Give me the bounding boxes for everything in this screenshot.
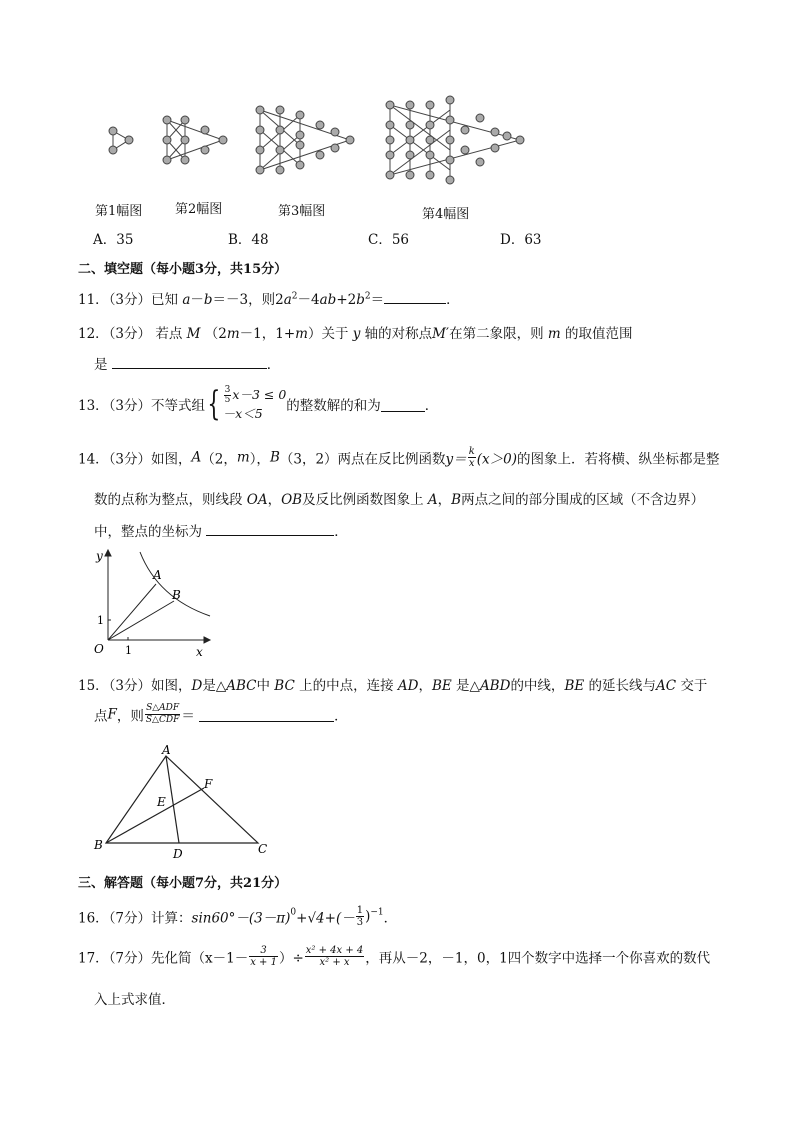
q14-coordinate-graph — [88, 546, 218, 661]
section-title-solve: 三、解答题（每小题7分，共21分） — [78, 876, 288, 891]
point-label-e: E — [157, 795, 166, 809]
figure-caption-1: 第1幅图 — [95, 204, 143, 219]
vertex-label-a: A — [162, 743, 171, 757]
tick-label-x-1: 1 — [125, 644, 132, 657]
question-16: 16．（7分）计算：$\sin 60^\circ-(3-\pi)^0+√4+(-$ $\frac{1}{3}$ )$^{-1}$． — [78, 905, 398, 928]
question-15: 15．（3分）如图，D是△ABC中 BC 上的中点，连接 AD，BE 是△ABD的中线，BE 的延长线与AC 交于 — [78, 678, 708, 694]
point-label-f: F — [204, 777, 213, 791]
axis-label-y: y — [96, 549, 103, 563]
vertex-label-b: B — [94, 838, 103, 852]
option-b: B．48 — [228, 232, 269, 248]
figure-caption-4: 第4幅图 — [422, 207, 470, 222]
question-15-line2: 点F，则 $\frac{\text{S△ADF}}{\text{S△CDF}}$ ＝ ． — [94, 703, 348, 725]
question-12: 12．（3分） 若点 M （2m－1，1+m）关于 y 轴的对称点M′在第二象限，则 m 的取值范围 — [78, 326, 633, 342]
question-13: 13．（3分）不等式组{ $\frac{3}{5}$ x－3 ≤ 0 －x＜5 的整数解的和为 ． — [78, 384, 439, 424]
option-a: A．35 — [93, 232, 134, 248]
figure-caption-3: 第3幅图 — [278, 204, 326, 219]
question-12-line2: 是 ． — [94, 353, 280, 373]
question-14: 14．（3分）如图，A（2，m），B（3，2）两点在反比例函数y＝ $\frac{k}{x}$ (x＞0)的图象上．若将横、纵坐标都是整 — [78, 446, 720, 469]
point-label-a: A — [153, 568, 162, 582]
axis-label-x: x — [196, 645, 203, 659]
q15-triangle-figure — [92, 742, 282, 862]
question-17: 17．（7分）先化简（x－1－ $\frac{3}{x + 1}$ ）÷ $\frac{\text{x² + 4x + 4}}{\text{x² + x}}$ ，再从－2，－1，0，1四个数字中选择一个你喜欢的数代 — [78, 945, 711, 968]
point-label-b: B — [172, 588, 181, 602]
question-14-line2: 数的点称为整点，则线段 OA，OB及反比例函数图象上 A，B两点之间的部分围成的区域（不含边界） — [94, 492, 705, 508]
vertex-label-d: D — [173, 847, 183, 861]
vertex-label-c: C — [258, 842, 268, 856]
dot-pattern-figures — [95, 90, 535, 190]
figure-caption-2: 第2幅图 — [175, 202, 223, 217]
option-c: C．56 — [368, 232, 410, 248]
question-17-line2: 入上式求值． — [94, 992, 175, 1008]
option-d: D．63 — [500, 232, 542, 248]
origin-label: O — [94, 642, 104, 656]
question-11: 11．（3分）已知 a－b＝－3，则$2a^2-4ab+2b^2=$ ． — [78, 288, 460, 308]
tick-label-y-1: 1 — [97, 614, 104, 627]
section-title-fill-in: 二、填空题（每小题3分，共15分） — [78, 262, 288, 277]
question-14-line3: 中，整点的坐标为 ． — [94, 520, 348, 540]
